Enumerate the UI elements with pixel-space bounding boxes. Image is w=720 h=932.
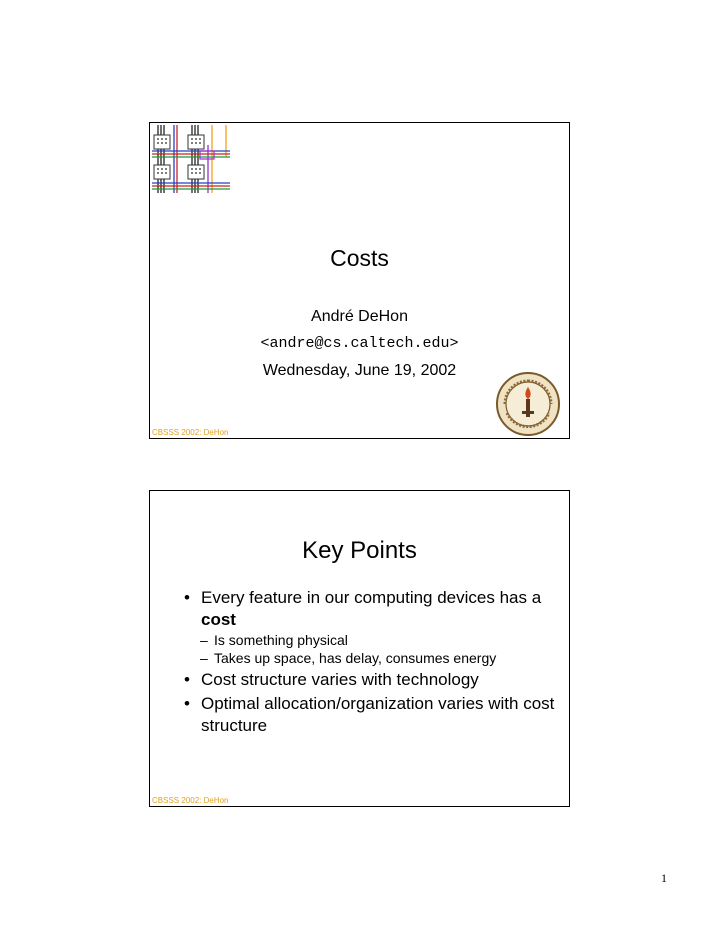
bullet-text: Every feature in our computing devices has a	[201, 588, 542, 607]
bullet-item	[184, 669, 559, 691]
bullet-text: Cost structure varies with technology	[201, 670, 479, 689]
bullet-list	[184, 587, 559, 737]
sub-bullet-item: – Takes up space, has delay, consumes energy	[200, 650, 497, 666]
slide-footer: CBSSS 2002: DeHon	[152, 796, 229, 805]
sub-bullet-text: Takes up space, has delay, consumes energy	[214, 650, 497, 666]
presentation-date: Wednesday, June 19, 2002	[262, 362, 457, 379]
fpga-logo-icon	[152, 125, 232, 197]
slide-title: Costs	[330, 245, 389, 271]
title-slide	[149, 122, 570, 439]
author-email: <andre@cs.caltech.edu>	[260, 335, 459, 352]
sub-bullet-text: Is something physical	[214, 632, 348, 648]
bullet-emphasis: cost	[201, 610, 236, 629]
key-points-slide	[149, 490, 570, 807]
bullet-text: Optimal allocation/organization varies with cost structure	[201, 694, 555, 735]
caltech-seal-icon	[495, 371, 561, 437]
author-name: André DeHon	[311, 308, 408, 325]
bullet-item	[184, 587, 559, 631]
page-number: 1	[661, 871, 667, 885]
slide-title: Key Points	[302, 537, 417, 564]
slide-footer: CBSSS 2002: DeHon	[152, 428, 229, 437]
bullet-item	[184, 693, 559, 737]
sub-bullet-item: – Is something physical	[200, 632, 348, 648]
